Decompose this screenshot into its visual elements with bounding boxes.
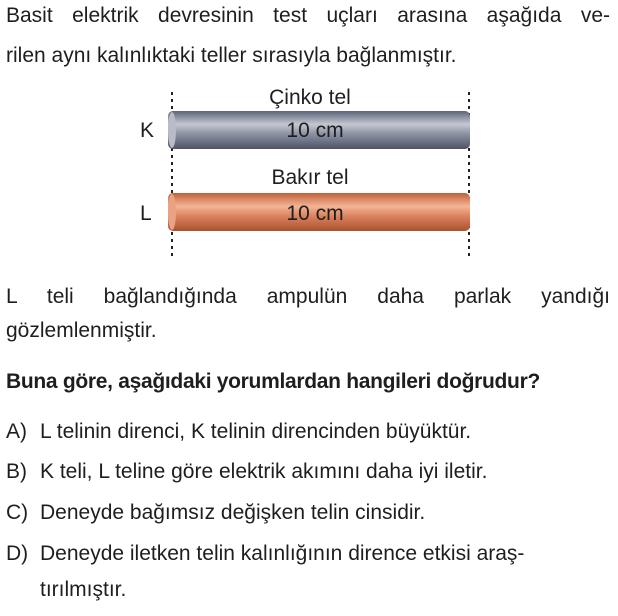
observation-line-1: L teli bağlandığında ampulün daha parlak yandığı (6, 285, 610, 308)
copper-wire-end (168, 194, 176, 230)
observation-line-2: gözlemlenmiştir. (6, 319, 157, 342)
option-a-letter: A) (6, 420, 27, 443)
marker-k: K (140, 119, 155, 142)
option-b-text: K teli, L teline göre elektrik akımını daha iyi iletir. (40, 460, 488, 483)
zinc-material-label: Çinko tel (269, 86, 351, 109)
option-d-continuation: tırılmıştır. (40, 578, 127, 601)
zinc-length-label: 10 cm (286, 119, 344, 142)
zinc-wire-end (168, 112, 176, 148)
marker-l: L (140, 202, 152, 225)
option-d[interactable] (6, 541, 524, 567)
option-b-letter: B) (6, 460, 27, 483)
option-d-letter: D) (6, 542, 29, 565)
question-text: Buna göre, aşağıdaki yorumlardan hangileri doğrudur? (6, 370, 540, 393)
intro-line-1: Basit elektrik devresinin test uçları arasına aşağıda ve- (6, 4, 610, 27)
copper-length-label: 10 cm (286, 202, 344, 225)
option-a-text: L telinin direnci, K telinin direncinden büyüktür. (40, 420, 472, 443)
option-a[interactable] (6, 419, 471, 445)
option-c-text: Deneyde bağımsız değişken telin cinsidir. (40, 501, 426, 524)
option-b[interactable] (6, 459, 487, 485)
option-c[interactable] (6, 500, 425, 526)
copper-material-label: Bakır tel (271, 166, 349, 189)
option-d-text: Deneyde iletken telin kalınlığının dirence etkisi araş- (40, 542, 525, 565)
option-c-letter: C) (6, 501, 29, 524)
intro-line-2: rilen aynı kalınlıktaki teller sırasıyla bağlanmıştır. (6, 44, 457, 67)
